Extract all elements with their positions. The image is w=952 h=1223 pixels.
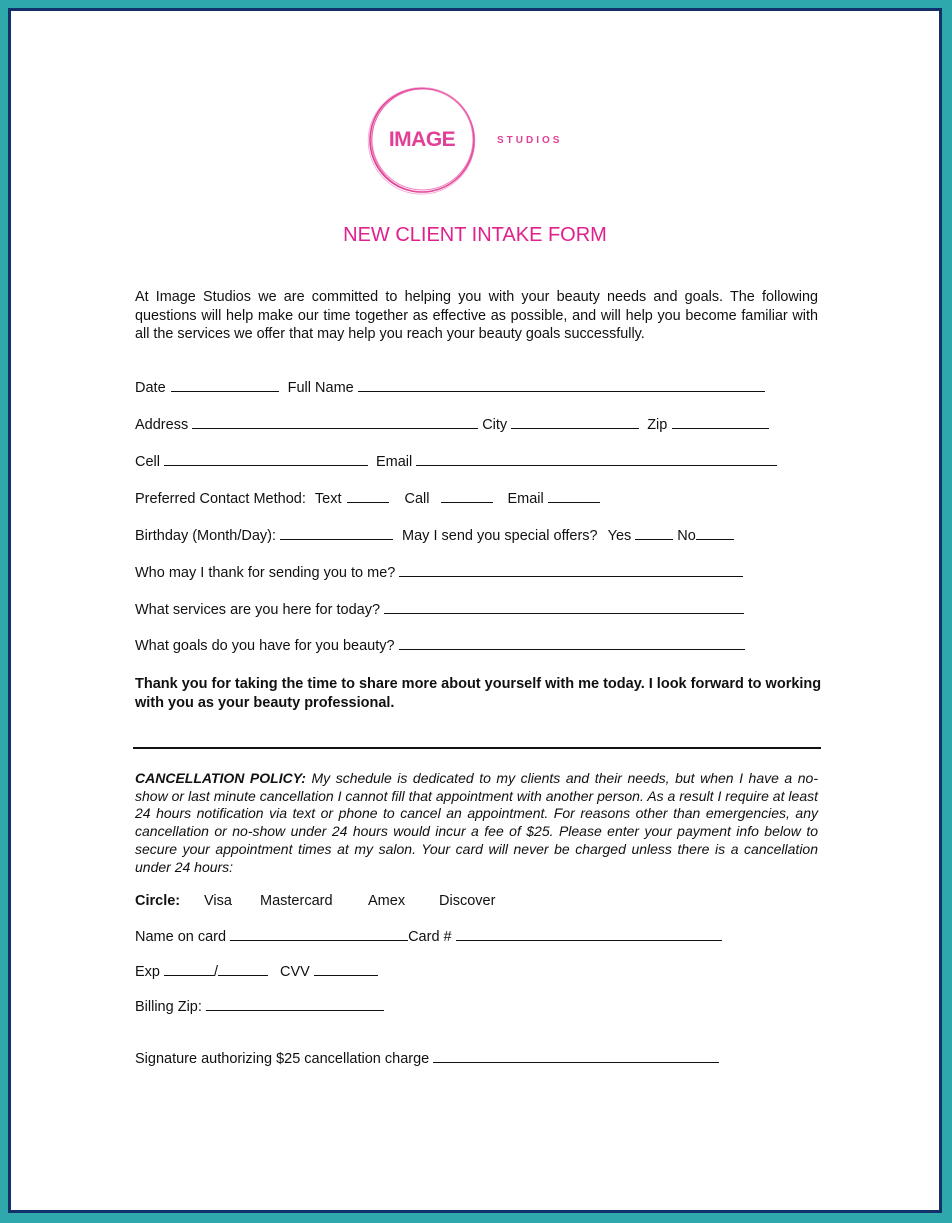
policy-heading: CANCELLATION POLICY:: [135, 770, 306, 786]
row-preferred-contact: [135, 490, 600, 507]
card-type-visa[interactable]: Visa: [204, 893, 232, 909]
row-billing-zip: [135, 998, 384, 1015]
circle-label: Circle:: [135, 893, 181, 909]
section-divider: [133, 747, 821, 749]
yes-field[interactable]: [635, 527, 673, 540]
row-birthday: [135, 527, 734, 544]
special-offers-label: May I send you special offers?: [402, 528, 598, 544]
city-field[interactable]: [511, 416, 639, 429]
intro-paragraph: At Image Studios we are committed to helping you with your beauty needs and goals. The following questions will help make our time together as effective as possible, and will help you become familiar with all the services we offer that may help you reach your beauty goals successfully.: [135, 289, 818, 342]
contact-text-label: Text: [314, 491, 342, 507]
row-exp-cvv: [135, 963, 378, 980]
preferred-contact-label: Preferred Contact Method:: [135, 491, 306, 507]
contact-email-label: Email: [507, 491, 544, 507]
address-label: Address: [135, 417, 189, 433]
card-type-mastercard[interactable]: Mastercard: [260, 893, 333, 909]
billing-zip-field[interactable]: [206, 998, 384, 1011]
row-card-info: [135, 928, 722, 945]
exp-year-field[interactable]: [218, 963, 268, 976]
cvv-label: CVV: [280, 964, 310, 980]
logo-tagline: STUDIOS: [497, 135, 563, 146]
contact-call-field[interactable]: [441, 490, 493, 503]
thank-you-note: Thank you for taking the time to share more about yourself with me today. I look forward to working with you as your beauty professional.: [135, 676, 822, 711]
billing-zip-label: Billing Zip:: [135, 999, 202, 1015]
row-cell-email: [135, 453, 777, 470]
date-label: Date: [135, 380, 166, 396]
contact-email-field[interactable]: [548, 490, 600, 503]
exp-separator: /: [214, 964, 219, 980]
exp-label: Exp: [135, 964, 160, 980]
birthday-field[interactable]: [280, 527, 393, 540]
email-field[interactable]: [416, 453, 777, 466]
cancellation-policy: [135, 770, 818, 876]
date-field[interactable]: [171, 379, 279, 392]
referral-label: Who may I thank for sending you to me?: [135, 565, 396, 581]
exp-month-field[interactable]: [164, 963, 214, 976]
name-on-card-field[interactable]: [230, 928, 408, 941]
contact-call-label: Call: [404, 491, 430, 507]
cvv-field[interactable]: [314, 963, 378, 976]
address-field[interactable]: [192, 416, 478, 429]
row-referral: [135, 564, 743, 581]
full-name-field[interactable]: [358, 379, 765, 392]
services-field[interactable]: [384, 601, 744, 614]
row-services: [135, 601, 744, 618]
city-label: City: [482, 417, 508, 433]
row-date-name: [135, 379, 765, 396]
cell-label: Cell: [135, 454, 160, 470]
row-address: [135, 416, 769, 433]
row-signature: [135, 1050, 719, 1067]
full-name-label: Full Name: [287, 380, 354, 396]
goals-field[interactable]: [399, 637, 745, 650]
cell-field[interactable]: [164, 453, 368, 466]
card-type-discover[interactable]: Discover: [439, 893, 496, 909]
policy-text: My schedule is dedicated to my clients and their needs, but when I have a no-show or last minute cancellation I cannot fill that appointment with another person. As a result I require at least 24 hours notification via text or phone to cancel an appointment. For reasons other than emergencies, any cancellation or no-show under 24 hours would incur a fee of $25. Please enter your payment info below to secure your appointment times at my salon. Your card will never be charged unless there is a cancellation under 24 hours:: [135, 770, 818, 875]
logo-word: IMAGE: [388, 128, 456, 151]
email-label: Email: [375, 454, 413, 470]
name-on-card-label: Name on card: [135, 929, 227, 945]
signature-field[interactable]: [433, 1050, 719, 1063]
no-label: No: [677, 528, 696, 544]
yes-label: Yes: [607, 528, 632, 544]
goals-label: What goals do you have for you beauty?: [135, 638, 395, 654]
no-field[interactable]: [696, 527, 734, 540]
card-number-label: Card #: [408, 929, 452, 945]
signature-label: Signature authorizing $25 cancellation charge: [135, 1051, 430, 1067]
row-goals: [135, 637, 745, 654]
card-type-amex[interactable]: Amex: [368, 893, 406, 909]
document-page: [11, 11, 939, 1210]
services-label: What services are you here for today?: [135, 602, 381, 618]
referral-field[interactable]: [399, 564, 743, 577]
zip-label: Zip: [647, 417, 668, 433]
zip-field[interactable]: [672, 416, 769, 429]
birthday-label: Birthday (Month/Day):: [135, 528, 277, 544]
contact-text-field[interactable]: [347, 490, 389, 503]
card-number-field[interactable]: [456, 928, 722, 941]
form-title: NEW CLIENT INTAKE FORM: [343, 224, 607, 246]
